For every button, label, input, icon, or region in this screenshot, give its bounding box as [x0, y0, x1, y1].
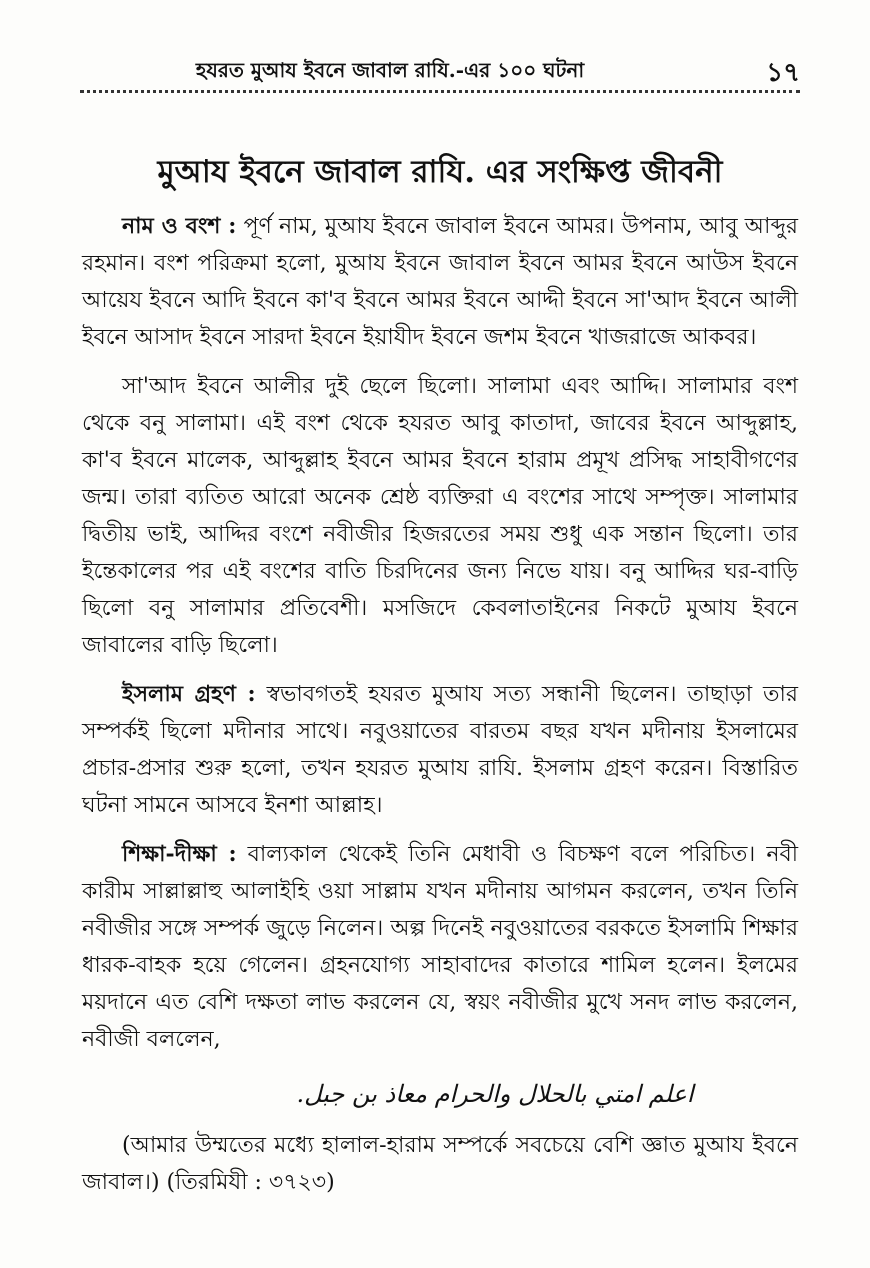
section-term-accepting-islam: ইসলাম গ্রহণ : — [122, 681, 256, 707]
paragraph-accepting-islam — [82, 676, 798, 824]
paragraph-translation — [82, 1127, 798, 1201]
header-dotted-rule — [80, 90, 800, 93]
paragraph-education — [82, 836, 798, 1058]
section-term-education: শিক্ষা-দীক্ষা : — [122, 841, 237, 867]
paragraph-text: বাল্যকাল থেকেই তিনি মেধাবী ও বিচক্ষণ বলে পরিচিত। নবী কারীম সাল্লাল্লাহু আলাইহি ওয়া সাল্লাম যখন মদীনায় আগমন করলেন, তখন তিনি নবীজীর সঙ্গে সম্পর্ক জুড়ে নিলেন। অল্প দিনেই নবুওয়াতের বরকতে ইসলামি শিক্ষার ধারক-বাহক হয়ে গেলেন। গ্রহনযোগ্য সাহাবাদের কাতারে শামিল হলেন। ইলমের ময়দানে এত বেশি দক্ষতা লাভ করলেন যে, স্বয়ং নবীজীর মুখে সনদ লাভ করলেন, নবীজী বললেন, — [82, 842, 798, 1052]
paragraph-text: স্বভাবগতই হযরত মুআয সত্য সন্ধানী ছিলেন। তাছাড়া তার সম্পর্কই ছিলো মদীনার সাথে। নবুওয়াতের বারতম বছর যখন মদীনায় ইসলামের প্রচার-প্রসার শুরু হলো, তখন হযরত মুআয রাযি. ইসলাম গ্রহণ করেন। বিস্তারিত ঘটনা সামনে আসবে ইনশা আল্লাহ। — [82, 682, 798, 818]
paragraph-text: সা'আদ ইবনে আলীর দুই ছেলে ছিলো। সালামা এবং আদ্দি। সালামার বংশ থেকে বনু সালামা। এই বংশ থেকে হযরত আবু কাতাদা, জাবের ইবনে আব্দুল্লাহ, কা'ব ইবনে মালেক, আব্দুল্লাহ ইবনে আমর ইবনে হারাম প্রমূখ প্রসিদ্ধ সাহাবীগণের জন্ম। তারা ব্যতিত আরো অনেক শ্রেষ্ঠ ব্যক্তিরা এ বংশের সাথে সম্পৃক্ত। সালামার দ্বিতীয় ভাই, আদ্দির বংশে নবীজীর হিজরতের সময় শুধু এক সন্তান ছিলো। তার ইন্তেকালের পর এই বংশের বাতি চিরদিনের জন্য নিভে যায়। বনু আদ্দির ঘর-বাড়ি ছিলো বনু সালামার প্রতিবেশী। মসজিদে কেবলাতাইনের নিকটে মুআয ইবনে জাবালের বাড়ি ছিলো। — [82, 374, 798, 658]
running-title: হযরত মুআয ইবনে জাবাল রাযি.-এর ১০০ ঘটনা — [195, 58, 585, 82]
chapter-title: মুআয ইবনে জাবাল রাযি. এর সংক্ষিপ্ত জীবনী — [157, 154, 723, 190]
running-header — [80, 52, 800, 92]
page-number: ১৭ — [766, 58, 800, 88]
paragraph-text: পূর্ণ নাম, মুআয ইবনে জাবাল ইবনে আমর। উপনাম, আবু আব্দুর রহমান। বংশ পরিক্রমা হলো, মুআয ইবনে জাবাল ইবনে আমর ইবনে আউস ইবনে আয়েয ইবনে আদি ইবনে কা'ব ইবনে আমর ইবনে আদ্দী ইবনে সা'আদ ইবনে আলী ইবনে আসাদ ইবনে সারদা ইবনে ইয়াযীদ ইবনে জশম ইবনে খাজরাজে আকবর। — [82, 214, 799, 350]
arabic-hadith-quote: اعلم امتي بالحلال والحرام معاذ بن جبل. — [296, 1080, 694, 1108]
paragraph-lineage-branches — [82, 368, 798, 664]
paragraph-name-lineage — [82, 208, 798, 356]
section-term-name-lineage: নাম ও বংশ : — [122, 213, 237, 239]
translation-text: (আমার উম্মতের মধ্যে হালাল-হারাম সম্পর্কে সবচেয়ে বেশি জ্ঞাত মুআয ইবনে জাবাল।) (তিরমিযী : ৩৭২৩) — [82, 1133, 798, 1195]
body-text — [82, 208, 798, 1213]
